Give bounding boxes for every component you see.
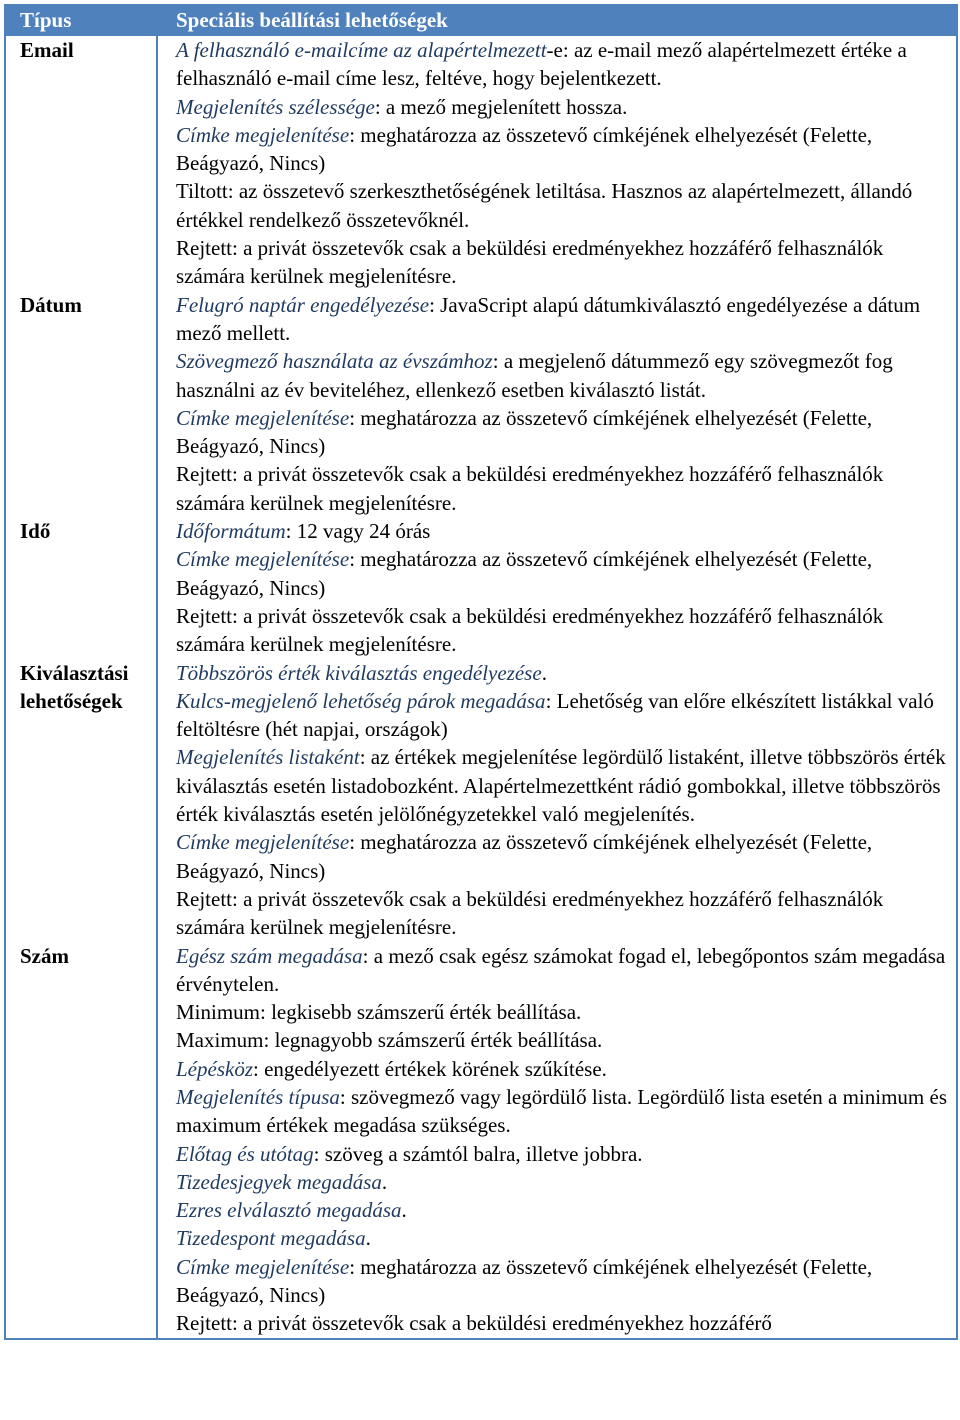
option-description: . <box>541 660 547 685</box>
option-name: Tizedespont megadása <box>176 1226 366 1251</box>
option-description: -e: az e-mail mező alapértelmezett értéke a felhasználó e-mail címe lesz, feltéve, hogy bejelentkezett. <box>176 38 907 91</box>
option-line <box>176 234 950 291</box>
option-line <box>176 687 950 744</box>
option-line <box>176 1026 950 1054</box>
option-line <box>176 1253 950 1310</box>
option-line <box>176 1168 950 1196</box>
option-description: Rejtett: a privát összetevők csak a beküldési eredményekhez hozzáférő felhasználók számára kerülnek megjelenítésre. <box>176 236 884 289</box>
option-description: : szövegmező vagy legördülő lista. Legördülő lista esetén a minimum és maximum értékek megadása szükséges. <box>176 1084 947 1138</box>
option-description: : meghatározza az összetevő címkéjének elhelyezését (Felette, Beágyazó, Nincs) <box>176 547 873 600</box>
table-header-row <box>5 5 957 35</box>
option-description: . <box>365 1226 371 1251</box>
option-line <box>176 404 950 461</box>
option-description: : meghatározza az összetevő címkéjének elhelyezését (Felette, Beágyazó, Nincs) <box>176 405 873 459</box>
option-line <box>176 36 950 93</box>
option-description: . <box>381 1169 388 1194</box>
option-line <box>176 291 950 348</box>
option-name: Tizedesjegyek megadása <box>176 1169 382 1194</box>
option-name: Többszörös érték kiválasztás engedélyezése <box>176 660 542 685</box>
option-line <box>176 121 950 178</box>
option-line <box>176 517 950 545</box>
option-line <box>176 460 950 517</box>
option-name: Címke megjelenítése <box>176 122 350 147</box>
option-description: Maximum: legnagyobb számszerű érték beállítása. <box>176 1028 603 1053</box>
option-description: : 12 vagy 24 órás <box>285 519 431 544</box>
option-description: : engedélyezett értékek körének szűkítése. <box>253 1056 607 1081</box>
option-line <box>176 942 950 999</box>
option-description: : szöveg a számtól balra, illetve jobbra. <box>313 1141 643 1166</box>
options-cell <box>157 291 957 517</box>
option-line <box>176 1083 950 1140</box>
component-options-table <box>4 4 958 1340</box>
option-line <box>176 1309 950 1337</box>
option-name: Felugró naptár engedélyezése <box>176 292 430 317</box>
option-line <box>176 1055 950 1083</box>
option-line <box>176 1140 950 1168</box>
option-description: Rejtett: a privát összetevők csak a beküldési eredményekhez hozzáférő felhasználók számára kerülnek megjelenítésre. <box>176 603 884 657</box>
option-name: Lépésköz <box>176 1056 253 1081</box>
option-description: : meghatározza az összetevő címkéjének elhelyezését (Felette, Beágyazó, Nincs) <box>176 122 873 176</box>
column-header-options: Speciális beállítási lehetőségek <box>157 5 957 35</box>
option-name: Megjelenítés listaként <box>176 745 360 770</box>
option-description: . <box>401 1198 407 1223</box>
table-row <box>5 659 957 942</box>
option-name: Címke megjelenítése <box>176 830 350 855</box>
option-line <box>176 177 950 234</box>
option-description: : meghatározza az összetevő címkéjének elhelyezését (Felette, Beágyazó, Nincs) <box>176 830 873 883</box>
component-type-cell: Email <box>5 35 157 291</box>
option-description: Tiltott: az összetevő szerkeszthetőségének letiltása. Hasznos az alapértelmezett, állandó értékkel rendelkező összetevőknél. <box>176 179 913 232</box>
options-cell <box>157 942 957 1339</box>
option-description: : az értékek megjelenítése legördülő listaként, illetve többszörös érték kiválasztás esetén listadobozként. Alapértelmezettként rádió gombokkal, illetve többszörös érték kiválasztás esetén jelölőnégyzetekkel való megjelenítés. <box>176 745 946 827</box>
option-line <box>176 659 950 687</box>
component-type-cell: Kiválasztási lehetőségek <box>5 659 157 942</box>
option-line <box>176 1196 950 1224</box>
table-row <box>5 291 957 517</box>
option-description: Rejtett: a privát összetevők csak a beküldési eredményekhez hozzáférő felhasználók számára kerülnek megjelenítésre. <box>176 462 884 515</box>
option-name: Kulcs-megjelenő lehetőség párok megadása <box>176 688 546 713</box>
option-line <box>176 93 950 121</box>
component-type-cell: Dátum <box>5 291 157 517</box>
options-cell <box>157 659 957 942</box>
options-cell <box>157 517 957 658</box>
column-header-type: Típus <box>5 5 157 35</box>
option-name: Ezres elválasztó megadása <box>176 1198 402 1223</box>
option-description: : a megjelenő dátummező egy szövegmezőt fog használni az év beviteléhez, ellenkező esetben kiválasztó listát. <box>176 349 893 402</box>
options-cell <box>157 35 957 291</box>
option-line <box>176 998 950 1026</box>
option-line <box>176 885 950 942</box>
option-line <box>176 602 950 659</box>
option-description: Minimum: legkisebb számszerű érték beállítása. <box>176 1000 582 1025</box>
option-description: Rejtett: a privát összetevők csak a beküldési eredményekhez hozzáférő <box>176 1311 772 1336</box>
component-type-cell: Idő <box>5 517 157 658</box>
option-name: Megjelenítés szélessége <box>176 94 375 119</box>
option-name: Szövegmező használata az évszámhoz <box>176 349 493 374</box>
option-description: : Lehetőség van előre elkészített listákkal való feltöltésre (hét napjai, országok) <box>176 688 934 742</box>
option-description: Rejtett: a privát összetevők csak a beküldési eredményekhez hozzáférő felhasználók számára kerülnek megjelenítésre. <box>176 886 884 940</box>
table-row <box>5 35 957 291</box>
option-description: : a mező megjelenített hossza. <box>374 94 628 119</box>
option-line <box>176 545 950 602</box>
option-name: Címke megjelenítése <box>176 1254 350 1279</box>
option-name: Megjelenítés típusa <box>176 1084 340 1109</box>
option-name: Címke megjelenítése <box>176 405 350 430</box>
option-name: Előtag és utótag <box>176 1141 314 1166</box>
option-line <box>176 1224 950 1252</box>
option-name: Címke megjelenítése <box>176 547 350 572</box>
table-row <box>5 942 957 1339</box>
option-name: Egész szám megadása <box>176 943 363 968</box>
option-name: Időformátum <box>176 519 286 544</box>
option-line <box>176 828 950 885</box>
component-type-cell: Szám <box>5 942 157 1339</box>
option-description: : meghatározza az összetevő címkéjének elhelyezését (Felette, Beágyazó, Nincs) <box>176 1254 873 1308</box>
option-description: : a mező csak egész számokat fogad el, lebegőpontos szám megadása érvénytelen. <box>176 943 946 996</box>
option-line <box>176 743 950 828</box>
option-line <box>176 347 950 404</box>
table-row <box>5 517 957 658</box>
option-description: : JavaScript alapú dátumkiválasztó engedélyezése a dátum mező mellett. <box>176 292 921 345</box>
option-name: A felhasználó e-mailcíme az alapértelmezett <box>176 38 547 62</box>
